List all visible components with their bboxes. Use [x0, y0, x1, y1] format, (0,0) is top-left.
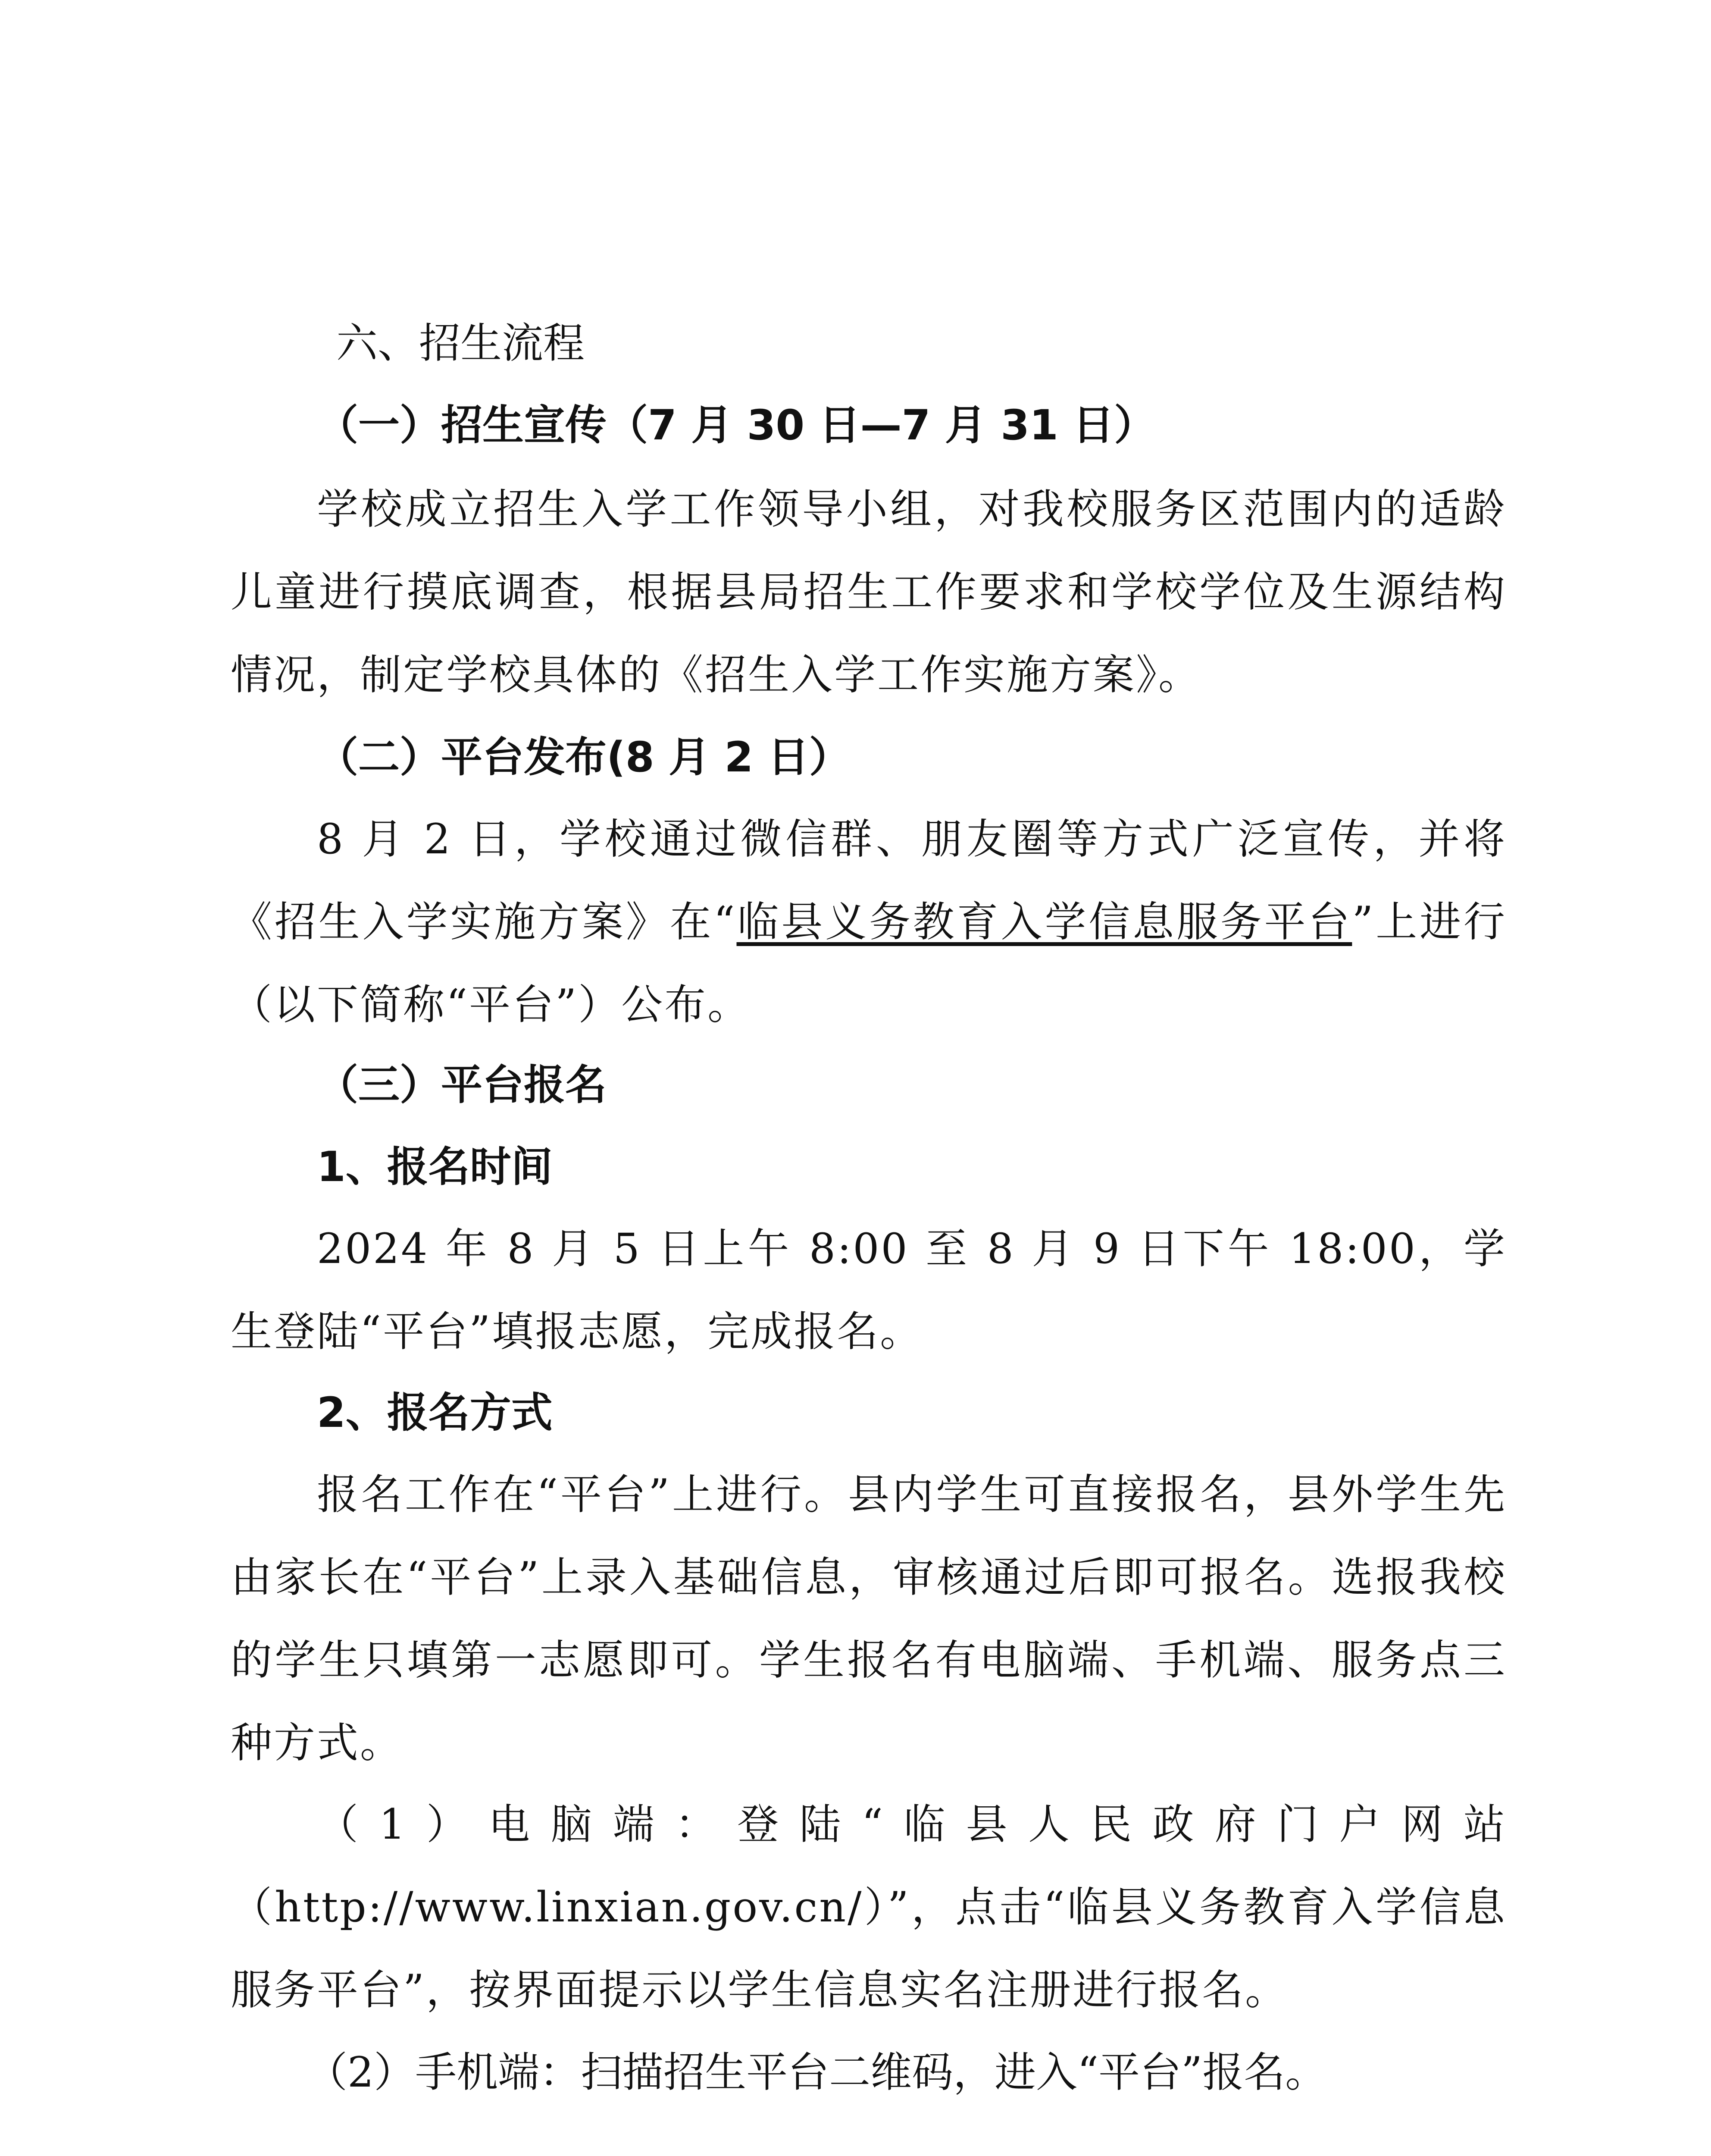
subsection-3-title: （三）平台报名 — [317, 1061, 607, 1109]
subsection-1-title: （一）招生宣传（7 月 30 日—7 月 31 日） — [317, 401, 1156, 449]
subsection-2-body-part2: ”上进行（以下简称“平台”）公布。 — [231, 898, 1507, 1029]
mobile-registration-text: （2）手机端：扫描招生平台二维码，进入“平台”报名。 — [306, 2048, 1327, 2096]
registration-method-body: 报名工作在“平台”上进行。县内学生可直接报名，县外学生先由家长在“平台”上录入基础信息，审核通过后即可报名。选报我校的学生只填第一志愿即可。学生报名有电脑端、手机端、服务点三种方式。 — [231, 1470, 1507, 1767]
registration-time-body: 2024 年 8 月 5 日上午 8:00 至 8 月 9 日下午 18:00，学生登陆“平台”填报志愿，完成报名。 — [231, 1225, 1507, 1356]
pc-registration-text: （1）电脑端：登陆“临县人民政府门户网站（http://www.linxian.gov.cn/）”，点击“临县义务教育入学信息服务平台”，按界面提示以学生信息实名注册进行报名。 — [231, 1800, 1507, 2014]
subsection-2-body-part1: 8 月 2 日，学校通过微信群、朋友圈等方式广泛宣传，并将《招生入学实施方案》在“ — [231, 815, 1507, 946]
section-title: 六、招生流程 — [336, 319, 585, 367]
subsection-2-body — [231, 798, 1507, 1046]
subsection-1-body: 学校成立招生入学工作领导小组，对我校服务区范围内的适龄儿童进行摸底调查，根据县局招生工作要求和学校学位及生源结构情况，制定学校具体的《招生入学工作实施方案》。 — [231, 485, 1507, 699]
platform-name-link: 临县义务教育入学信息服务平台 — [736, 898, 1352, 946]
subsection-2-title: （二）平台发布(8 月 2 日） — [317, 733, 851, 781]
registration-method-title: 2、报名方式 — [317, 1388, 553, 1437]
registration-time-title: 1、报名时间 — [317, 1143, 553, 1191]
